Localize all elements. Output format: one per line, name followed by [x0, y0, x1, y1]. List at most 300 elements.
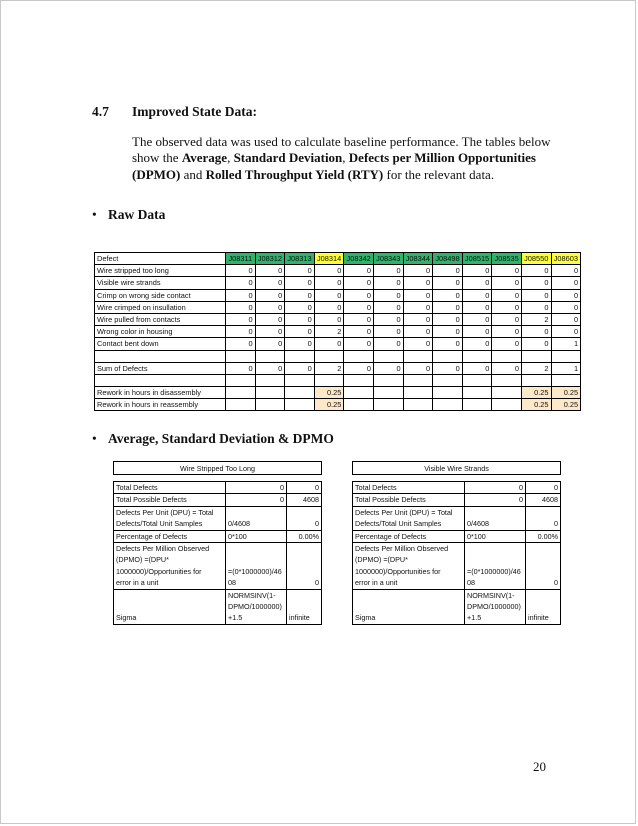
- page-number: 20: [533, 759, 546, 774]
- label: Percentage of Defects: [355, 531, 427, 541]
- dpmo-b: [465, 543, 526, 590]
- blank-cell: [373, 350, 403, 362]
- defect-count: 0: [403, 313, 433, 325]
- gap-row: [353, 475, 561, 482]
- header-part-J08314: J08314: [314, 253, 344, 265]
- defect-count: 0: [551, 277, 581, 289]
- intro-bold-dpmo: Defects per Million Opportunities (DPMO): [132, 150, 536, 182]
- label: (DPMO) =(DPU*: [355, 555, 408, 565]
- sum-value: 0: [285, 362, 315, 374]
- defect-count: 2: [521, 313, 551, 325]
- bullet-symbol: •: [92, 431, 97, 446]
- defect-count: 0: [226, 338, 256, 350]
- defect-count: 0: [462, 326, 492, 338]
- defect-count: 0: [462, 338, 492, 350]
- gap-row: [114, 475, 322, 482]
- sum-value: 2: [521, 362, 551, 374]
- rework-value: [462, 399, 492, 411]
- blank-cell: [344, 374, 374, 386]
- blank-cell: [551, 350, 581, 362]
- defect-count: 0: [521, 277, 551, 289]
- label: Defects/Total Unit Samples: [116, 519, 203, 529]
- defect-count: 0: [492, 289, 522, 301]
- defect-count: 0: [226, 326, 256, 338]
- table-row: [95, 277, 581, 289]
- rework-value: [492, 399, 522, 411]
- rework-value: 0.25: [314, 387, 344, 399]
- defect-count: 0: [433, 265, 463, 277]
- value: infinite: [528, 613, 549, 623]
- label: Defects/Total Unit Samples: [355, 519, 442, 529]
- bullet-raw-data: [92, 207, 165, 223]
- label: Total Possible Defects: [116, 495, 187, 505]
- value: 0/4608: [467, 519, 489, 529]
- blank-cell: [403, 350, 433, 362]
- defect-count: 0: [551, 289, 581, 301]
- value: 08: [467, 578, 475, 588]
- table-row: [353, 589, 561, 624]
- label: Defects Per Unit (DPU) = Total: [116, 507, 214, 517]
- defect-count: 0: [226, 289, 256, 301]
- defect-count: 0: [403, 265, 433, 277]
- blank-cell: [433, 374, 463, 386]
- sum-value: 0: [344, 362, 374, 374]
- blank-cell: [285, 350, 315, 362]
- defect-count: 0: [255, 301, 285, 313]
- sigma-label: [353, 589, 465, 624]
- dpmo-c: [287, 543, 322, 590]
- defect-count: 0: [373, 301, 403, 313]
- defect-count: 0: [521, 265, 551, 277]
- blank-cell: [521, 374, 551, 386]
- rework-value: 0.25: [551, 399, 581, 411]
- sigma-c: [287, 589, 322, 624]
- blank-cell: [462, 350, 492, 362]
- rework-value: [344, 387, 374, 399]
- rework-value: [403, 387, 433, 399]
- defect-count: 0: [344, 338, 374, 350]
- defect-label: Visible wire strands: [95, 277, 226, 289]
- rework-value: [373, 387, 403, 399]
- sum-value: 0: [403, 362, 433, 374]
- header-part-J08342: J08342: [344, 253, 374, 265]
- pct-c: [526, 530, 561, 542]
- rework-value: [344, 399, 374, 411]
- defect-count: 0: [551, 301, 581, 313]
- table-row: [95, 301, 581, 313]
- rework-value: 0.25: [551, 387, 581, 399]
- section-number: 4.7: [92, 104, 109, 119]
- header-part-J08603: J08603: [551, 253, 581, 265]
- total-possible-label: [114, 494, 226, 506]
- defect-count: 0: [285, 326, 315, 338]
- pct-c: [287, 530, 322, 542]
- sum-label: Sum of Defects: [95, 362, 226, 374]
- label: Sigma: [355, 613, 376, 623]
- rework-label: Rework in hours in reassembly: [95, 399, 226, 411]
- defect-count: 0: [492, 301, 522, 313]
- blank-cell: [314, 374, 344, 386]
- table-row: [353, 530, 561, 542]
- defect-count: 0: [373, 313, 403, 325]
- defect-count: 0: [551, 313, 581, 325]
- defect-count: 0: [344, 289, 374, 301]
- total-possible-c: [287, 494, 322, 506]
- defect-count: 0: [433, 326, 463, 338]
- header-part-J08311: J08311: [226, 253, 256, 265]
- intro-bold-average: Average: [181, 150, 228, 166]
- value: 4608: [303, 495, 319, 505]
- rework-label: Rework in hours in disassembly: [95, 387, 226, 399]
- blank-cell: [403, 374, 433, 386]
- label: Total Possible Defects: [355, 495, 426, 505]
- defect-count: 0: [551, 265, 581, 277]
- table-row: [114, 589, 322, 624]
- defect-count: 0: [403, 301, 433, 313]
- defect-count: 2: [314, 326, 344, 338]
- total-defects-label: [353, 482, 465, 494]
- dpu-b: [226, 506, 287, 530]
- defect-count: 0: [403, 338, 433, 350]
- defect-count: 0: [462, 265, 492, 277]
- blank-cell: [462, 374, 492, 386]
- table-row: [114, 506, 322, 530]
- value: DPMO/1000000): [467, 602, 521, 612]
- value: =(0*1000000)/46: [228, 566, 282, 576]
- dpmo-title: Wire Stripped Too Long: [114, 462, 322, 475]
- dpu-b: [465, 506, 526, 530]
- defect-label: Contact bent down: [95, 338, 226, 350]
- table-row: [95, 289, 581, 301]
- defect-count: 0: [226, 313, 256, 325]
- value: 08: [228, 578, 236, 588]
- intro-bold-stddev: Standard Deviation: [233, 150, 343, 166]
- defect-count: 0: [433, 301, 463, 313]
- defect-count: 0: [373, 326, 403, 338]
- defect-count: 0: [403, 326, 433, 338]
- label: Total Defects: [355, 483, 397, 492]
- value: 0: [280, 483, 284, 492]
- intro-sep: ,: [227, 150, 234, 166]
- sigma-c: [526, 589, 561, 624]
- defect-count: 0: [255, 265, 285, 277]
- value: 0: [554, 483, 558, 492]
- defect-count: 0: [521, 326, 551, 338]
- defect-count: 0: [255, 313, 285, 325]
- total-possible-label: [353, 494, 465, 506]
- defect-count: 0: [314, 313, 344, 325]
- blank-cell: [521, 350, 551, 362]
- defect-count: 0: [344, 326, 374, 338]
- dpu-c: [287, 506, 322, 530]
- rework-value: [285, 387, 315, 399]
- section-heading: [92, 104, 257, 120]
- bullet-average-dpmo: [92, 431, 334, 447]
- defect-count: 0: [314, 277, 344, 289]
- value: 0.00%: [537, 531, 558, 541]
- value: infinite: [289, 613, 310, 623]
- value: NORMSINV(1-: [467, 590, 515, 600]
- table-row: [95, 326, 581, 338]
- rework-value: [255, 387, 285, 399]
- defect-count: 0: [226, 301, 256, 313]
- section-title: Improved State Data:: [132, 104, 257, 119]
- defect-count: 0: [285, 301, 315, 313]
- value: 0*100: [228, 531, 247, 541]
- sum-value: 0: [433, 362, 463, 374]
- defect-count: 0: [314, 265, 344, 277]
- blank-cell: [433, 350, 463, 362]
- blank-row: [95, 374, 581, 386]
- header-part-J08498: J08498: [433, 253, 463, 265]
- value: 0: [554, 578, 558, 588]
- value: 0: [315, 483, 319, 492]
- value: 0: [554, 519, 558, 529]
- header-part-J08535: J08535: [492, 253, 522, 265]
- blank-cell: [255, 350, 285, 362]
- blank-cell: [226, 374, 256, 386]
- defect-count: 0: [521, 301, 551, 313]
- defect-count: 0: [492, 338, 522, 350]
- intro-text-end: for the relevant data.: [383, 166, 495, 182]
- defect-count: 0: [255, 326, 285, 338]
- defect-count: 0: [285, 277, 315, 289]
- defect-count: 0: [403, 277, 433, 289]
- defect-label: Crimp on wrong side contact: [95, 289, 226, 301]
- blank-cell: [226, 350, 256, 362]
- dpmo-b: [226, 543, 287, 590]
- raw-header-row: [95, 253, 581, 265]
- defect-label: Wire stripped too long: [95, 265, 226, 277]
- value: 0/4608: [228, 519, 250, 529]
- table-row: [114, 494, 322, 506]
- label: Sigma: [116, 613, 137, 623]
- dpmo-title-row: [114, 462, 322, 475]
- defect-count: 0: [462, 277, 492, 289]
- table-row: [95, 338, 581, 350]
- defect-count: 0: [285, 289, 315, 301]
- header-part-J08344: J08344: [403, 253, 433, 265]
- table-row: [95, 313, 581, 325]
- intro-sep: and: [180, 166, 206, 182]
- rework-value: 0.25: [521, 399, 551, 411]
- total-possible-b: [465, 494, 526, 506]
- defect-count: 0: [255, 289, 285, 301]
- rework-value: 0.25: [314, 399, 344, 411]
- rework-value: [462, 387, 492, 399]
- table-row: [114, 543, 322, 590]
- total-possible-c: [526, 494, 561, 506]
- total-defects-b: [465, 482, 526, 494]
- value: 0: [315, 519, 319, 529]
- label: 1000000)/Opportunities for: [116, 566, 202, 576]
- defect-count: 0: [462, 301, 492, 313]
- value: 0: [519, 495, 523, 505]
- pct-label: [114, 530, 226, 542]
- defect-count: 0: [462, 313, 492, 325]
- dpmo-label: [353, 543, 465, 590]
- blank-cell: [255, 374, 285, 386]
- value: 0: [315, 578, 319, 588]
- intro-paragraph: [132, 134, 552, 183]
- blank-cell: [492, 350, 522, 362]
- defect-count: 0: [373, 277, 403, 289]
- gap-cell: [114, 475, 322, 482]
- sum-value: 2: [314, 362, 344, 374]
- blank-cell: [285, 374, 315, 386]
- defect-count: 0: [492, 277, 522, 289]
- total-defects-label: [114, 482, 226, 494]
- defect-count: 0: [314, 301, 344, 313]
- sum-value: 0: [226, 362, 256, 374]
- header-part-J08550: J08550: [521, 253, 551, 265]
- sum-value: 1: [551, 362, 581, 374]
- dpmo-title-row: [353, 462, 561, 475]
- label: (DPMO) =(DPU*: [116, 555, 169, 565]
- sum-value: 0: [492, 362, 522, 374]
- rework-value: 0.25: [521, 387, 551, 399]
- total-possible-b: [226, 494, 287, 506]
- value: 0: [280, 495, 284, 505]
- bullet-label: Raw Data: [108, 207, 166, 222]
- blank-cell: [492, 374, 522, 386]
- total-defects-b: [226, 482, 287, 494]
- defect-count: 0: [433, 289, 463, 301]
- rework-value: [285, 399, 315, 411]
- rework-value: [226, 399, 256, 411]
- header-part-J08313: J08313: [285, 253, 315, 265]
- defect-count: 0: [433, 313, 463, 325]
- blank-cell: [344, 350, 374, 362]
- table-row: [353, 506, 561, 530]
- dpu-c: [526, 506, 561, 530]
- defect-count: 0: [285, 265, 315, 277]
- defect-count: 0: [255, 277, 285, 289]
- pct-b: [465, 530, 526, 542]
- table-row: [114, 530, 322, 542]
- dpmo-table-wire-stripped: [113, 461, 322, 625]
- intro-bold-rty: Rolled Throughput Yield (RTY): [205, 166, 384, 182]
- defect-count: 0: [314, 289, 344, 301]
- raw-data-table: [94, 252, 581, 411]
- label: error in a unit: [116, 578, 159, 588]
- value: 0.00%: [298, 531, 319, 541]
- intro-text: The observed data was used to calculate baseline performance. The tables below show the: [132, 134, 551, 166]
- blank-cell: [95, 350, 226, 362]
- defect-count: 0: [433, 338, 463, 350]
- defect-count: 0: [285, 313, 315, 325]
- defect-count: 0: [255, 338, 285, 350]
- defect-count: 0: [226, 265, 256, 277]
- rework-value: [255, 399, 285, 411]
- value: DPMO/1000000): [228, 602, 282, 612]
- defect-count: 0: [226, 277, 256, 289]
- blank-cell: [551, 374, 581, 386]
- dpmo-label: [114, 543, 226, 590]
- value: +1.5: [228, 613, 243, 623]
- rework-value: [492, 387, 522, 399]
- dpmo-title: Visible Wire Strands: [353, 462, 561, 475]
- header-part-J08343: J08343: [373, 253, 403, 265]
- total-defects-c: [287, 482, 322, 494]
- defect-count: 0: [373, 265, 403, 277]
- sum-value: 0: [255, 362, 285, 374]
- rework-value: [433, 399, 463, 411]
- table-row: [353, 494, 561, 506]
- value: NORMSINV(1-: [228, 590, 276, 600]
- header-part-J08312: J08312: [255, 253, 285, 265]
- sum-value: 0: [462, 362, 492, 374]
- defect-count: 0: [433, 277, 463, 289]
- label: Defects Per Million Observed: [355, 544, 449, 554]
- defect-count: 0: [403, 289, 433, 301]
- total-defects-c: [526, 482, 561, 494]
- value: 0: [519, 483, 523, 492]
- pct-label: [353, 530, 465, 542]
- header-defect: Defect: [95, 253, 226, 265]
- blank-cell: [373, 374, 403, 386]
- dpu-label: [114, 506, 226, 530]
- defect-count: 0: [492, 313, 522, 325]
- blank-row: [95, 350, 581, 362]
- bullet-label: Average, Standard Deviation & DPMO: [108, 431, 334, 446]
- defect-count: 0: [551, 326, 581, 338]
- label: 1000000)/Opportunities for: [355, 566, 441, 576]
- table-row: [353, 482, 561, 494]
- sigma-b: [465, 589, 526, 624]
- header-part-J08515: J08515: [462, 253, 492, 265]
- dpmo-c: [526, 543, 561, 590]
- defect-count: 0: [344, 277, 374, 289]
- label: Total Defects: [116, 483, 158, 492]
- defect-count: 0: [521, 289, 551, 301]
- defect-label: Wrong color in housing: [95, 326, 226, 338]
- rework-row: [95, 399, 581, 411]
- defect-label: Wire pulled from contacts: [95, 313, 226, 325]
- dpmo-table-visible-strands: [352, 461, 561, 625]
- value: =(0*1000000)/46: [467, 566, 521, 576]
- rework-row: [95, 387, 581, 399]
- defect-label: Wire crimped on insullation: [95, 301, 226, 313]
- defect-count: 0: [373, 338, 403, 350]
- sum-value: 0: [373, 362, 403, 374]
- value: 4608: [542, 495, 558, 505]
- sum-row: [95, 362, 581, 374]
- value: 0*100: [467, 531, 486, 541]
- dpu-label: [353, 506, 465, 530]
- table-row: [95, 265, 581, 277]
- bullet-symbol: •: [92, 207, 97, 222]
- label: Defects Per Unit (DPU) = Total: [355, 507, 453, 517]
- table-row: [114, 482, 322, 494]
- gap-cell: [353, 475, 561, 482]
- label: Defects Per Million Observed: [116, 544, 210, 554]
- defect-count: 0: [285, 338, 315, 350]
- label: Percentage of Defects: [116, 531, 188, 541]
- defect-count: 0: [344, 313, 374, 325]
- defect-count: 0: [344, 265, 374, 277]
- rework-value: [226, 387, 256, 399]
- defect-count: 0: [314, 338, 344, 350]
- blank-cell: [314, 350, 344, 362]
- pct-b: [226, 530, 287, 542]
- defect-count: 0: [344, 301, 374, 313]
- defect-count: 0: [492, 326, 522, 338]
- defect-count: 0: [462, 289, 492, 301]
- rework-value: [403, 399, 433, 411]
- table-row: [353, 543, 561, 590]
- sigma-b: [226, 589, 287, 624]
